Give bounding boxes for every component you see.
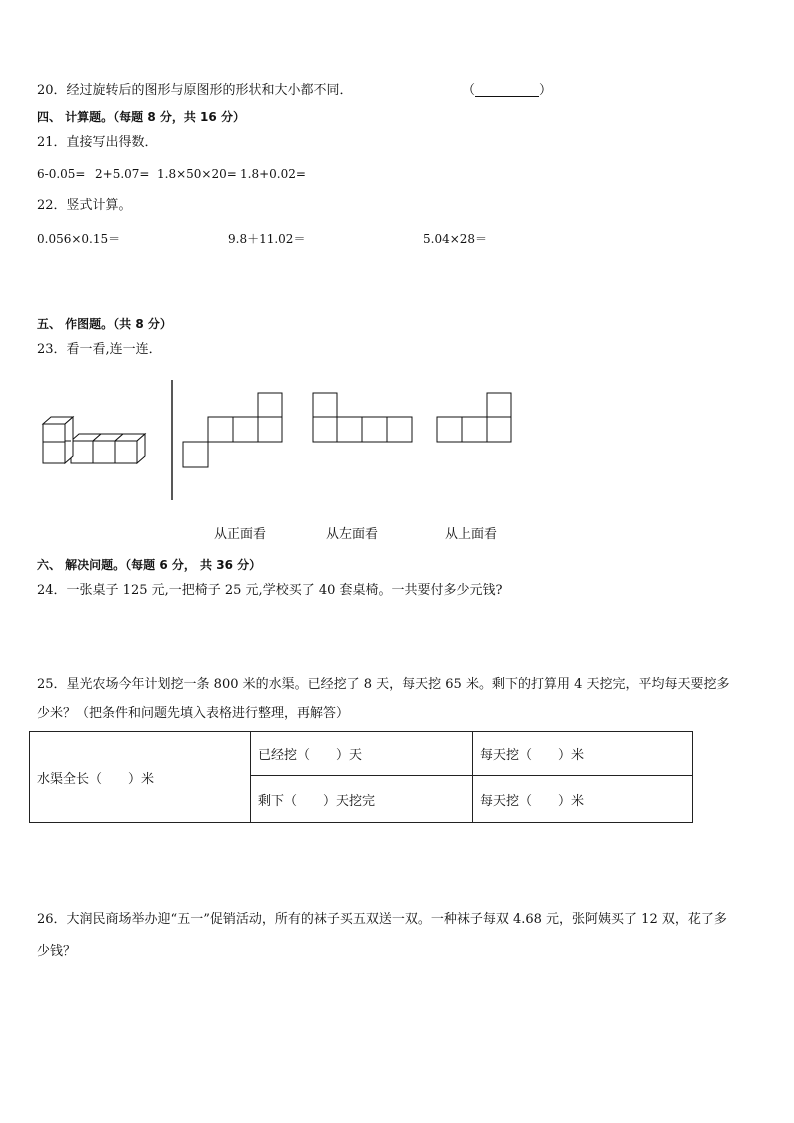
question-24: 24．一张桌子 125 元,一把椅子 25 元,学校买了 40 套桌椅。一共要付多少元钱? xyxy=(37,583,503,598)
question-20-text: 20．经过旋转后的图形与原图形的形状和大小都不同． xyxy=(37,83,353,98)
view-label-front: 从正面看 xyxy=(214,527,267,542)
isometric-cube-stack xyxy=(43,417,145,463)
question-26-line2: 少钱？ xyxy=(37,944,77,959)
view-label-left: 从左面看 xyxy=(326,527,379,542)
cell-remain-days[interactable]: 剩下（ ）天挖完 xyxy=(251,776,473,823)
calc-item: 6-0.05= xyxy=(37,167,86,181)
view-shape-c xyxy=(437,393,511,442)
section-6-heading: 六、 解决问题。（每题 6 分， 共 36 分） xyxy=(37,558,262,572)
view-shape-a xyxy=(183,393,282,467)
blank-line xyxy=(475,84,539,97)
answer-blank-20[interactable]: （ ） xyxy=(462,83,553,98)
calc-item: 9.8＋11.02＝ xyxy=(228,232,306,246)
section-4-heading: 四、 计算题。（每题 8 分，共 16 分） xyxy=(37,110,245,124)
question-25-line2: 少米？（把条件和问题先填入表格进行整理，再解答） xyxy=(37,706,350,721)
question-21-title: 21．直接写出得数． xyxy=(37,135,158,150)
condition-table xyxy=(29,731,693,823)
cell-dug-days[interactable]: 已经挖（ ）天 xyxy=(251,732,473,776)
calc-item: 1.8+0.02= xyxy=(240,167,306,181)
calc-item: 0.056×0.15＝ xyxy=(37,232,121,246)
question-20 xyxy=(37,82,353,100)
calc-item: 5.04×28＝ xyxy=(423,232,488,246)
question-26-line1: 26．大润民商场举办迎“五一”促销活动，所有的袜子买五双送一双。一种袜子每双 4.68 元，张阿姨买了 12 双，花了多 xyxy=(37,912,727,927)
calc-item: 2+5.07= xyxy=(95,167,150,181)
question-22-title: 22．竖式计算。 xyxy=(37,198,132,213)
section-5-heading: 五、 作图题。（共 8 分） xyxy=(37,317,172,331)
cell-dug-per-day[interactable]: 每天挖（ ）米 xyxy=(473,732,693,776)
view-shape-b xyxy=(313,393,412,442)
question-25-line1: 25．星光农场今年计划挖一条 800 米的水渠。已经挖了 8 天，每天挖 65 米。剩下的打算用 4 天挖完，平均每天要挖多 xyxy=(37,677,730,692)
cell-total-length[interactable]: 水渠全长（ ）米 xyxy=(30,732,251,823)
cell-remain-per-day[interactable]: 每天挖（ ）米 xyxy=(473,776,693,823)
view-label-top: 从上面看 xyxy=(445,527,498,542)
question-23-title: 23．看一看,连一连． xyxy=(37,342,162,357)
calc-item: 1.8×50×20= xyxy=(157,167,237,181)
